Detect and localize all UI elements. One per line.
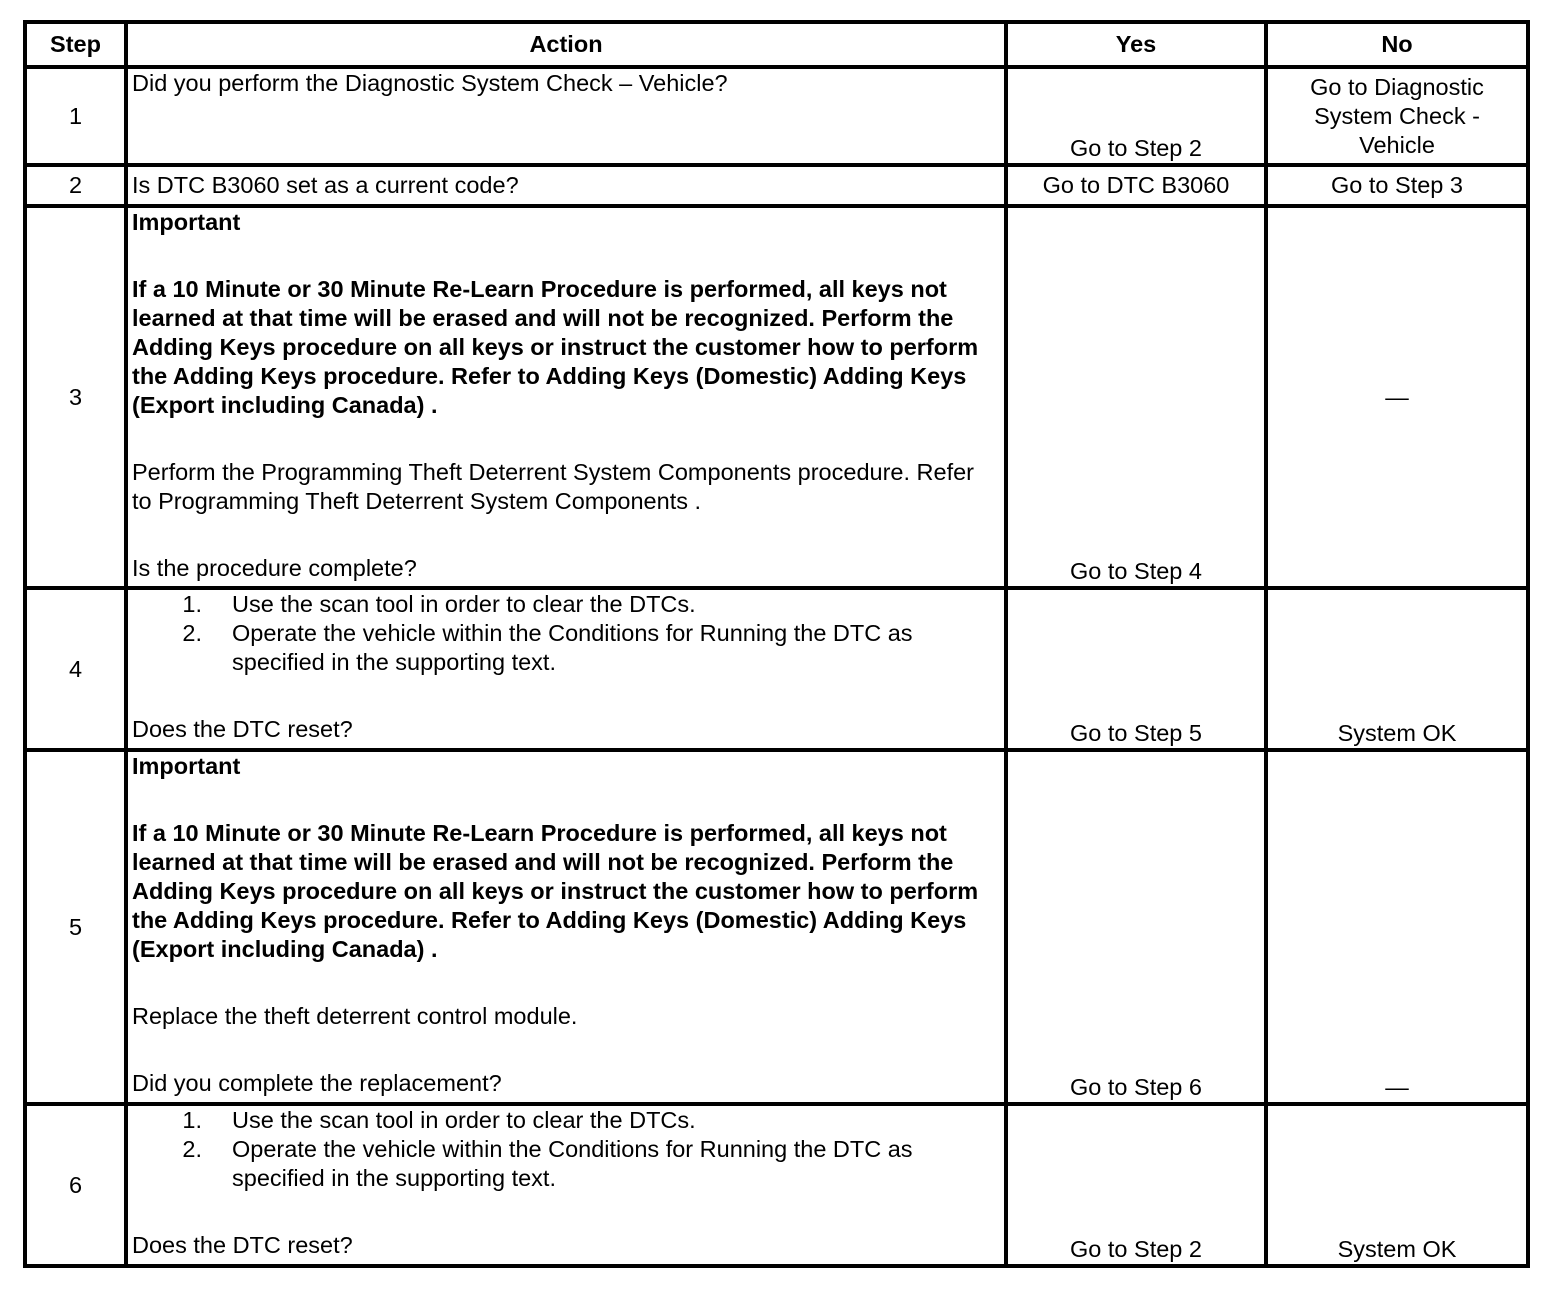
list-item-text: Use the scan tool in order to clear the DTCs. <box>232 1107 696 1133</box>
no-text-line: System Check - <box>1314 103 1480 129</box>
action-cell <box>126 67 1006 165</box>
header-step: Step <box>25 22 126 67</box>
step-number: 1 <box>25 67 126 165</box>
step-number: 4 <box>25 588 126 750</box>
procedure-list <box>132 1106 1000 1193</box>
action-cell <box>126 206 1006 588</box>
header-row <box>25 22 1528 67</box>
question-text: Is the procedure complete? <box>132 555 417 581</box>
list-item <box>132 1135 1000 1193</box>
step-number: 6 <box>25 1104 126 1266</box>
step-number: 5 <box>25 750 126 1104</box>
no-text-line: Go to Diagnostic <box>1310 74 1484 100</box>
header-no: No <box>1266 22 1528 67</box>
diagnostic-table <box>23 20 1530 1268</box>
list-item-number: 2. <box>182 620 202 646</box>
action-text: Is DTC B3060 set as a current code? <box>132 172 519 198</box>
no-cell: System OK <box>1266 1104 1528 1266</box>
no-text-line: Vehicle <box>1359 132 1435 158</box>
yes-cell: Go to Step 6 <box>1006 750 1266 1104</box>
no-cell: — <box>1266 206 1528 588</box>
list-item-number: 1. <box>182 591 202 617</box>
table-row-step-1 <box>25 67 1528 165</box>
list-item-number: 1. <box>182 1107 202 1133</box>
action-text: Did you perform the Diagnostic System Check – Vehicle? <box>132 70 728 96</box>
step-number: 2 <box>25 165 126 206</box>
no-cell: Go to Step 3 <box>1266 165 1528 206</box>
table-row-step-4 <box>25 588 1528 750</box>
action-cell <box>126 750 1006 1104</box>
table-row-step-2 <box>25 165 1528 206</box>
no-cell: — <box>1266 750 1528 1104</box>
yes-cell: Go to Step 2 <box>1006 67 1266 165</box>
no-cell <box>1266 67 1528 165</box>
table-row-step-5 <box>25 750 1528 1104</box>
question-text: Does the DTC reset? <box>132 716 353 742</box>
action-cell <box>126 1104 1006 1266</box>
important-note: If a 10 Minute or 30 Minute Re-Learn Procedure is performed, all keys not learned at that time will be erased and will not be recognized. Perform the Adding Keys procedure on all keys or instruct the customer how to perform the Adding Keys procedure. Refer to Adding Keys (Domestic) Adding Keys (Export including Canada) . <box>132 820 979 962</box>
no-cell: System OK <box>1266 588 1528 750</box>
yes-cell: Go to Step 4 <box>1006 206 1266 588</box>
table-row-step-3 <box>25 206 1528 588</box>
yes-cell: Go to Step 5 <box>1006 588 1266 750</box>
yes-cell: Go to DTC B3060 <box>1006 165 1266 206</box>
important-title: Important <box>132 753 241 779</box>
question-text: Does the DTC reset? <box>132 1232 353 1258</box>
important-note: If a 10 Minute or 30 Minute Re-Learn Procedure is performed, all keys not learned at that time will be erased and will not be recognized. Perform the Adding Keys procedure on all keys or instruct the customer how to perform the Adding Keys procedure. Refer to Adding Keys (Domestic) Adding Keys (Export including Canada) . <box>132 276 979 418</box>
action-cell <box>126 165 1006 206</box>
step-number: 3 <box>25 206 126 588</box>
important-title: Important <box>132 209 241 235</box>
yes-cell: Go to Step 2 <box>1006 1104 1266 1266</box>
action-cell <box>126 588 1006 750</box>
list-item-text: Operate the vehicle within the Conditions for Running the DTC as specified in the supporting text. <box>232 620 913 675</box>
instruction-text: Replace the theft deterrent control module. <box>132 1003 578 1029</box>
procedure-list <box>132 590 1000 677</box>
instruction-text: Perform the Programming Theft Deterrent System Components procedure. Refer to Programming Theft Deterrent System Components . <box>132 459 975 514</box>
header-action: Action <box>126 22 1006 67</box>
question-text: Did you complete the replacement? <box>132 1070 502 1096</box>
list-item-number: 2. <box>182 1136 202 1162</box>
table-row-step-6 <box>25 1104 1528 1266</box>
list-item-text: Use the scan tool in order to clear the DTCs. <box>232 591 696 617</box>
list-item <box>132 619 1000 677</box>
list-item <box>132 590 1000 619</box>
list-item-text: Operate the vehicle within the Conditions for Running the DTC as specified in the supporting text. <box>232 1136 913 1191</box>
header-yes: Yes <box>1006 22 1266 67</box>
list-item <box>132 1106 1000 1135</box>
